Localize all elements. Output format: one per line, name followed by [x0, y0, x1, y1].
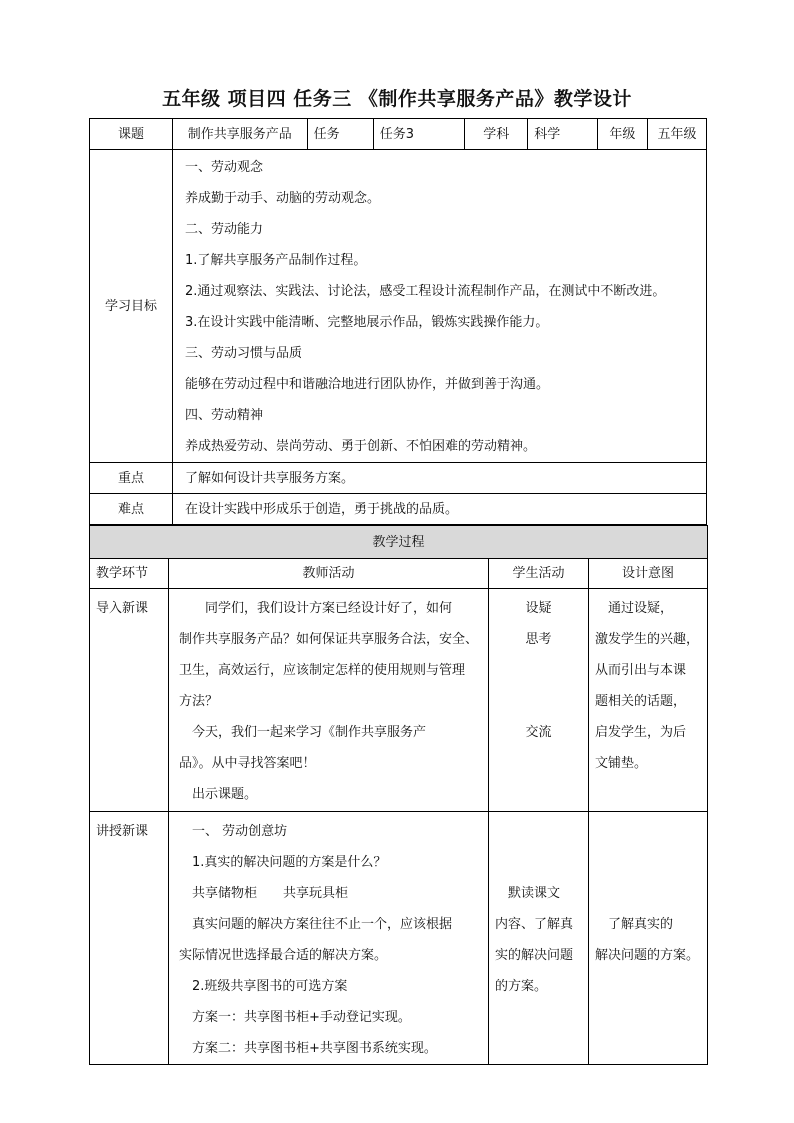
lecture-teacher-line: 实际情况世选择最合适的解决方案。 [179, 948, 388, 963]
lecture-teacher-line: 2.班级共享图书的可选方案 [179, 979, 348, 994]
objective-line: 1.了解共享服务产品制作过程。 [185, 253, 367, 268]
lecture-intent-line: 了解真实的 [595, 917, 674, 932]
intro-teacher-line: 方法？ [179, 694, 219, 709]
intro-intent-line: 通过设疑， [595, 601, 674, 616]
stage-intro: 导入新课 [96, 601, 149, 616]
info-table [89, 118, 707, 525]
difficulty-label: 难点 [90, 494, 173, 525]
lecture-student-line [495, 816, 588, 847]
column-intent: 设计意图 [589, 559, 708, 589]
intro-intent-line: 文铺垫。 [595, 756, 648, 771]
lecture-student-line: 实的解决问题 [495, 948, 574, 963]
process-header: 教学过程 [90, 526, 708, 559]
objective-line: 3.在设计实践中能清晰、完整地展示作品，锻炼实践操作能力。 [185, 315, 549, 330]
intro-teacher-line: 品》。从中寻找答案吧！ [179, 756, 316, 771]
column-teacher: 教师活动 [169, 559, 489, 589]
objective-line: 2.通过观察法、实践法、讨论法，感受工程设计流程制作产品，在测试中不断改进。 [185, 284, 666, 299]
intro-teacher-line: 今天，我们一起来学习《制作共享服务产 [179, 725, 427, 740]
lecture-intent-line [595, 847, 707, 878]
lecture-teacher-line: 一、 劳动创意坊 [179, 824, 288, 839]
intro-student-line: 交流 [525, 725, 552, 740]
lecture-student-line [495, 847, 588, 878]
lecture-teacher-line: 方案二：共享图书柜+共享图书系统实现。 [179, 1041, 437, 1056]
key-point-label: 重点 [90, 463, 173, 494]
lecture-teacher-line: 方案一：共享图书柜+手动登记实现。 [179, 1010, 411, 1025]
intro-student-line [489, 655, 588, 686]
intro-intent-line: 从而引出与本课 [595, 663, 687, 678]
lecture-student-line: 的方案。 [495, 979, 548, 994]
grade-label: 年级 [597, 119, 647, 150]
key-point-value: 了解如何设计共享服务方案。 [173, 463, 707, 494]
intro-intent-line: 激发学生的兴趣， [595, 632, 700, 647]
process-table [89, 525, 708, 1065]
lecture-teacher-line: 共享储物柜 共享玩具柜 [179, 886, 349, 901]
intro-intent-line: 题相关的话题， [595, 694, 687, 709]
lecture-intent-line: 解决问题的方案。 [595, 948, 700, 963]
intro-teacher-line: 出示课题。 [179, 787, 258, 802]
objectives-label: 学习目标 [90, 150, 173, 463]
objective-line: 一、劳动观念 [185, 160, 264, 175]
intro-student-line: 思考 [525, 632, 552, 647]
intro-teacher-line: 卫生，高效运行，应该制定怎样的使用规则与管理 [179, 663, 466, 678]
objective-line: 二、劳动能力 [185, 222, 264, 237]
difficulty-value: 在设计实践中形成乐于创造，勇于挑战的品质。 [173, 494, 707, 525]
lecture-student-line: 默读课文 [495, 886, 561, 901]
stage-lecture: 讲授新课 [96, 824, 149, 839]
objective-line: 养成热爱劳动、崇尚劳动、勇于创新、不怕困难的劳动精神。 [185, 439, 537, 454]
subject-label: 学科 [465, 119, 528, 150]
objective-line: 养成勤于动手、动脑的劳动观念。 [185, 191, 381, 206]
subject-value: 科学 [528, 119, 597, 150]
task-label: 任务 [307, 119, 373, 150]
topic-label: 课题 [90, 119, 173, 150]
column-student: 学生活动 [489, 559, 589, 589]
document-title: 五年级 项目四 任务三 《制作共享服务产品》教学设计 [162, 88, 632, 110]
objective-line: 能够在劳动过程中和谐融洽地进行团队协作，并做到善于沟通。 [185, 377, 550, 392]
objective-line: 三、劳动习惯与品质 [185, 346, 303, 361]
task-value: 任务3 [373, 119, 464, 150]
lecture-teacher-line: 真实问题的解决方案往往不止一个，应该根据 [179, 917, 453, 932]
column-stage: 教学环节 [90, 559, 169, 589]
lecture-student-line: 内容、了解真 [495, 917, 574, 932]
intro-student-line [489, 686, 588, 717]
intro-intent-line: 启发学生，为后 [595, 725, 687, 740]
grade-value: 五年级 [648, 119, 707, 150]
lecture-intent-line [595, 816, 707, 847]
topic-value: 制作共享服务产品 [173, 119, 308, 150]
objective-line: 四、劳动精神 [185, 408, 264, 423]
lecture-teacher-line: 1.真实的解决问题的方案是什么？ [179, 855, 387, 870]
intro-teacher-line: 制作共享服务产品？如何保证共享服务合法，安全、 [179, 632, 479, 647]
lecture-intent-line [595, 878, 707, 909]
intro-teacher-line: 同学们，我们设计方案已经设计好了，如何 [179, 601, 453, 616]
intro-student-line: 设疑 [525, 601, 552, 616]
